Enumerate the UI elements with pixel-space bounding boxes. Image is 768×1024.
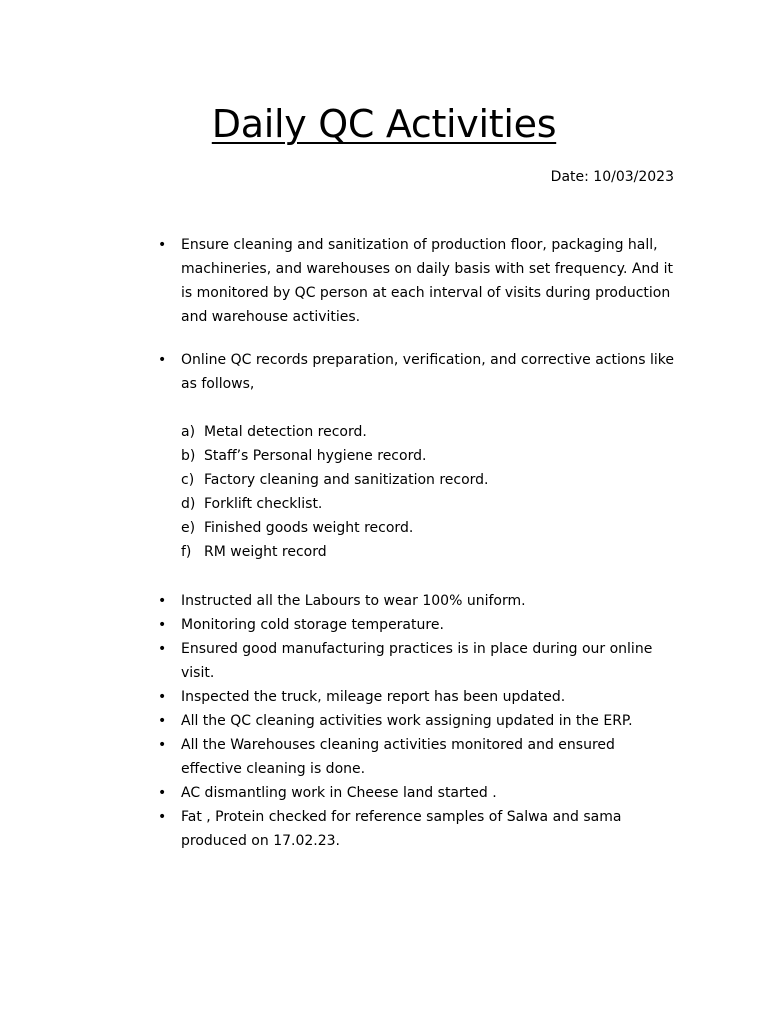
list-item-text: RM weight record	[204, 544, 327, 560]
bullet-text: Instructed all the Labours to wear 100% uniform.	[181, 593, 526, 609]
bullet-text: Ensured good manufacturing practices is in place during our online visit.	[181, 641, 653, 681]
list-item-text: Staff’s Personal hygiene record.	[204, 448, 427, 464]
bullet-text: Fat , Protein checked for reference samples of Salwa and sama produced on 17.02.23.	[181, 809, 622, 849]
bullet-item	[158, 613, 678, 637]
list-marker: d)	[181, 496, 196, 512]
bullet-item	[158, 637, 678, 685]
list-item	[181, 420, 678, 444]
page-title: Daily QC Activities	[211, 102, 557, 146]
document-body	[158, 233, 678, 853]
records-list	[158, 420, 678, 564]
list-item	[181, 540, 678, 564]
list-item-text: Forklift checklist.	[204, 496, 323, 512]
bullet-text: All the QC cleaning activities work assigning updated in the ERP.	[181, 713, 633, 729]
bullet-item	[158, 589, 678, 613]
bullet-icon: •	[158, 593, 167, 609]
bullet-item	[158, 709, 678, 733]
bullet-item	[158, 685, 678, 709]
bullet-item	[158, 781, 678, 805]
bullet-icon: •	[158, 689, 167, 705]
bullet-icon: •	[158, 809, 167, 825]
bullet-item	[158, 233, 678, 329]
bullet-icon: •	[158, 737, 167, 753]
bullet-item	[158, 805, 678, 853]
list-marker: f)	[181, 544, 192, 560]
list-item	[181, 492, 678, 516]
list-item-text: Factory cleaning and sanitization record.	[204, 472, 489, 488]
bullet-icon: •	[158, 785, 167, 801]
bullet-text: AC dismantling work in Cheese land started .	[181, 785, 497, 801]
bullet-text: Monitoring cold storage temperature.	[181, 617, 444, 633]
list-item	[181, 516, 678, 540]
bullet-text: All the Warehouses cleaning activities monitored and ensured effective cleaning is done.	[181, 737, 615, 777]
list-item	[181, 468, 678, 492]
list-item-text: Metal detection record.	[204, 424, 367, 440]
bullet-icon: •	[158, 713, 167, 729]
bullet-text: Online QC records preparation, verification, and corrective actions like as follows,	[181, 352, 675, 392]
bullet-icon: •	[158, 352, 167, 368]
list-item-text: Finished goods weight record.	[204, 520, 414, 536]
bullet-item	[158, 348, 678, 396]
document-date: Date: 10/03/2023	[550, 169, 674, 185]
bullet-icon: •	[158, 617, 167, 633]
list-marker: a)	[181, 424, 196, 440]
bullet-icon: •	[158, 641, 167, 657]
list-marker: b)	[181, 448, 196, 464]
bullet-icon: •	[158, 237, 167, 253]
bullet-text: Inspected the truck, mileage report has been updated.	[181, 689, 566, 705]
list-marker: c)	[181, 472, 195, 488]
bullet-text: Ensure cleaning and sanitization of production floor, packaging hall, machineries, and warehouses on daily basis with set frequency. And it is monitored by QC person at each interval of visits during production and warehouse activities.	[181, 237, 674, 325]
list-marker: e)	[181, 520, 196, 536]
bullet-item	[158, 733, 678, 781]
list-item	[181, 444, 678, 468]
